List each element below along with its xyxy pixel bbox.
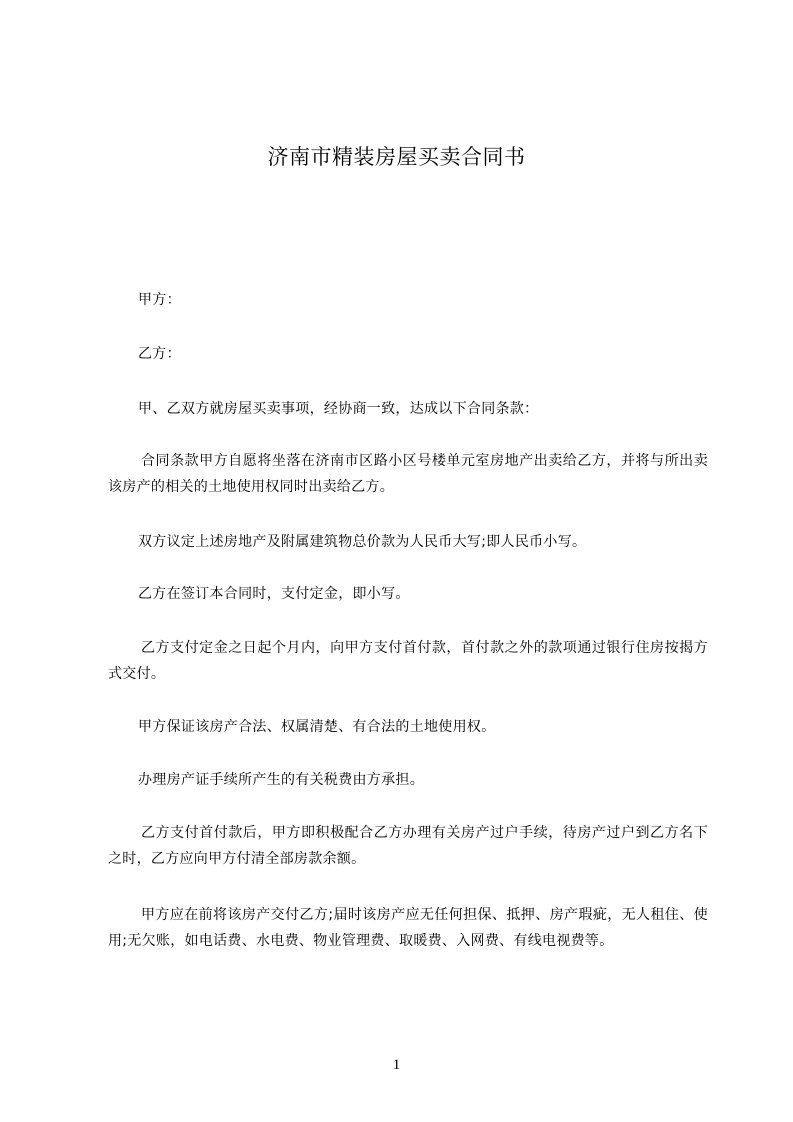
clause-down-payment: 乙方支付定金之日起个月内，向甲方支付首付款，首付款之外的款项通过银行住房按揭方式交付。: [108, 640, 708, 682]
clause-taxes: 办理房产证手续所产生的有关税费由方承担。: [138, 772, 424, 788]
intro-paragraph: 甲、乙双方就房屋买卖事项，经协商一致，达成以下合同条款：: [138, 401, 539, 417]
clause-total-price: 双方议定上述房地产及附属建筑物总价款为人民币大写;即人民币小写。: [138, 534, 587, 550]
clause-property-sale: 合同条款甲方自愿将坐落在济南市区路小区号楼单元室房地产出卖给乙方，并将与所出卖该房产的相关的土地使用权同时出卖给乙方。: [108, 453, 708, 495]
clause-deposit: 乙方在签订本合同时，支付定金，即小写。: [138, 586, 410, 602]
document-title: 济南市精装房屋买卖合同书: [267, 145, 526, 169]
clause-handover: 甲方应在前将该房产交付乙方;届时该房产应无任何担保、抵押、房产瑕疵，无人租住、使用;无欠账，如电话费、水电费、物业管理费、取暖费、入网费、有线电视费等。: [108, 907, 708, 949]
party-b-line: 乙方：: [138, 346, 181, 362]
clause-transfer: 乙方支付首付款后，甲方即积极配合乙方办理有关房产过户手续，待房产过户到乙方名下之时，乙方应向甲方付清全部房款余额。: [108, 825, 708, 867]
party-a-line: 甲方：: [138, 292, 181, 308]
clause-seller-guarantee: 甲方保证该房产合法、权属清楚、有合法的土地使用权。: [138, 719, 496, 735]
page-number: 1: [392, 1057, 401, 1073]
